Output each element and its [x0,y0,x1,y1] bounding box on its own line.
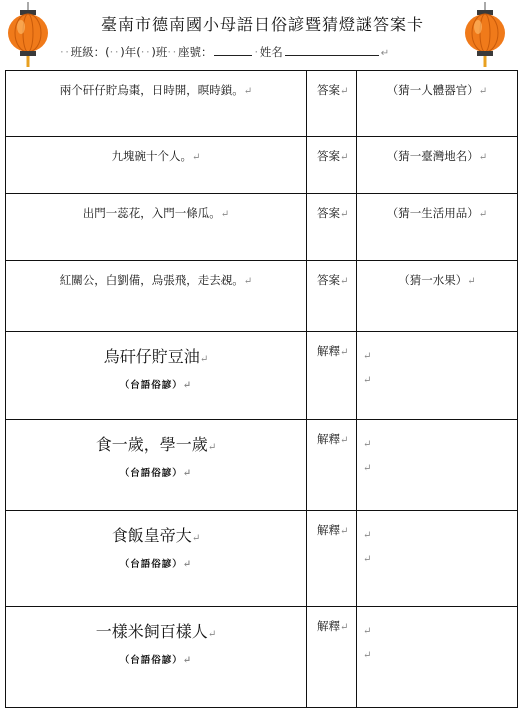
explanation-label: 解釋 [317,523,340,537]
explanation-label: 解釋 [317,619,340,633]
answer-label-cell: 答案↵ [307,71,357,137]
riddle-row [6,194,518,261]
explanation-label: 解釋 [317,344,340,358]
riddle-row [6,261,518,332]
proverb-cell: 食飯皇帝大↵ （台語俗諺）↵ [6,511,307,607]
riddle-row [6,137,518,194]
student-info-line: · · 班級：(· · )年(· · )班· · 座號： · 姓名 ↵ [60,45,390,59]
proverb-tag: （台語俗諺） [119,559,183,570]
proverb-text: 烏矸仔貯豆油 [103,347,200,366]
proverb-row [6,607,518,708]
answer-label-cell: 答案↵ [307,194,357,261]
class-suffix: )班 [151,45,168,59]
proverb-row [6,511,518,607]
proverb-row [6,332,518,420]
answer-input-cell[interactable]: （猜一生活用品）↵ [357,194,518,261]
answer-label: 答案 [317,149,340,163]
answer-input-cell[interactable]: （猜一人體器官）↵ [357,71,518,137]
riddle-hint: （猜一生活用品） [386,206,479,220]
class-label: 班級：( [70,45,110,59]
answer-input-cell[interactable]: （猜一水果）↵ [357,261,518,332]
riddle-text: 紅關公，白劉備，烏張飛，走去覕。 [59,273,244,287]
riddle-hint: （猜一臺灣地名） [386,149,479,163]
explanation-input-cell[interactable]: ↵ ↵ [357,332,518,420]
proverb-tag: （台語俗諺） [119,380,183,391]
name-label: 姓名 [259,45,283,59]
page-title: 臺南市德南國小母語日俗諺暨猜燈謎答案卡 [100,15,424,34]
riddle-cell: 出門一蕊花，入門一條瓜。↵ [6,194,307,261]
grade-label: )年( [120,45,141,59]
answer-label-cell: 答案↵ [307,261,357,332]
proverb-row [6,420,518,511]
riddle-cell: 紅關公，白劉備，烏張飛，走去覕。↵ [6,261,307,332]
explanation-label-cell: 解釋↵ [307,420,357,511]
proverb-cell: 食一歲，學一歲↵ （台語俗諺）↵ [6,420,307,511]
explanation-input-cell[interactable]: ↵ ↵ [357,607,518,708]
answer-label: 答案 [317,83,340,97]
explanation-input-cell[interactable]: ↵ ↵ [357,511,518,607]
riddle-text: 兩个矸仔貯烏棗，日時開，暝時鎖。 [59,83,244,97]
proverb-text: 食飯皇帝大 [111,526,192,545]
riddle-row [6,71,518,137]
explanation-input-cell[interactable]: ↵ ↵ [357,420,518,511]
proverb-cell: 一樣米飼百樣人↵ （台語俗諺）↵ [6,607,307,708]
name-blank[interactable] [285,44,379,56]
answer-label: 答案 [317,206,340,220]
riddle-cell: 九塊碗十个人。↵ [6,137,307,194]
answer-card-table [5,70,518,708]
explanation-label-cell: 解釋↵ [307,332,357,420]
riddle-text: 出門一蕊花，入門一條瓜。 [82,206,221,220]
explanation-label: 解釋 [317,432,340,446]
riddle-hint: （猜一水果） [398,273,468,287]
proverb-text: 一樣米飼百樣人 [95,622,208,641]
riddle-hint: （猜一人體器官） [386,83,479,97]
proverb-tag: （台語俗諺） [119,655,183,666]
explanation-label-cell: 解釋↵ [307,607,357,708]
answer-label: 答案 [317,273,340,287]
riddle-text: 九塊碗十个人。 [111,149,193,163]
proverb-text: 食一歲，學一歲 [95,435,208,454]
answer-label-cell: 答案↵ [307,137,357,194]
answer-input-cell[interactable]: （猜一臺灣地名）↵ [357,137,518,194]
explanation-label-cell: 解釋↵ [307,511,357,607]
riddle-cell: 兩个矸仔貯烏棗，日時開，暝時鎖。↵ [6,71,307,137]
proverb-tag: （台語俗諺） [119,468,183,479]
proverb-cell: 烏矸仔貯豆油↵ （台語俗諺）↵ [6,332,307,420]
seat-blank[interactable] [214,44,252,56]
seat-label: 座號： [177,45,213,59]
